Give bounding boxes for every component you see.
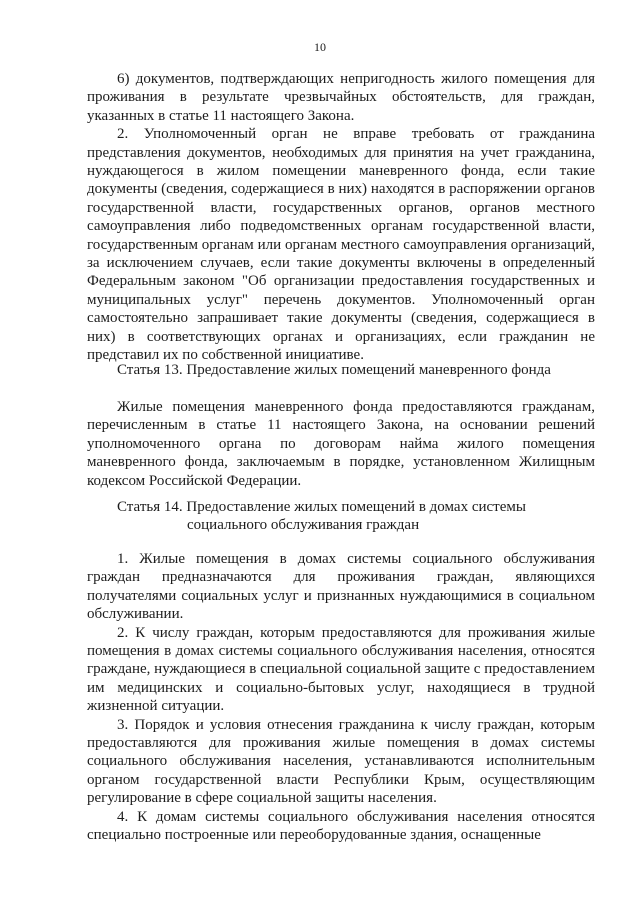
paragraph-12-2: 2. Уполномоченный орган не вправе требовать от гражданина представления документов, необходимых для принятия на учет гражданина, нуждающегося в жилом помещении маневренного фонда, если такие документы (сведения, содержащиеся в них) находятся в распоряжении органов государственной власти, государственных органов, органов местного самоуправления либо подведомственных органам государственной власти, государственным органам или органам местного самоуправления организаций, за исключением случаев, если такие документы включены в определенный Федеральным законом "Об организации предоставления государственных и муниципальных услуг" перечень документов. Уполномоченный орган самостоятельно запрашивает такие документы (сведения, содержащиеся в них) в соответствующих органах и организациях, если гражданин не представил их по собственной инициативе.: [87, 126, 595, 364]
list-item-6: 6) документов, подтверждающих непригодность жилого помещения для проживания в результате чрезвычайных обстоятельств, для граждан, указанных в статье 11 настоящего Закона.: [87, 71, 595, 124]
article-14-heading-line2: социального обслуживания граждан: [187, 517, 420, 534]
article-14-heading: [117, 498, 526, 535]
section-12-continuation: [87, 70, 595, 365]
paragraph-13: Жилые помещения маневренного фонда предоставляются гражданам, перечисленным в статье 11 настоящего Закона, на основании решений уполномоченного органа по договорам найма жилого помещения маневренного фонда, заключаемым в порядке, установленном Жилищным кодексом Российской Федерации.: [87, 399, 595, 489]
article-14-heading-line1: Статья 14. Предоставление жилых помещений в домах системы: [117, 499, 526, 515]
paragraph-14-3: 3. Порядок и условия отнесения гражданина к числу граждан, которым предоставляются для проживания жилые помещения в домах системы социального обслуживания населения, устанавливаются исполнительным органом государственной власти Республики Крым, осуществляющим регулирование в сфере социальной защиты населения.: [87, 716, 595, 807]
paragraph-14-1: 1. Жилые помещения в домах системы социального обслуживания граждан предназначаются для проживания граждан, являющихся получателями социальных услуг и признанных нуждающимися в социальном обслуживании.: [87, 551, 595, 623]
paragraph-14-4: 4. К домам системы социального обслуживания населения относятся специально построенные или переоборудованные здания, оснащенные: [87, 808, 595, 844]
article-14-body: [87, 550, 595, 845]
paragraph-14-2: 2. К числу граждан, которым предоставляются для проживания жилые помещения в домах системы социального обслуживания населения, относятся граждане, нуждающиеся в специальной социальной защите с предоставлением им медицинских и социально-бытовых услуг, находящиеся в трудной жизненной ситуации.: [87, 624, 595, 715]
article-13-body: [87, 398, 595, 490]
article-13-heading: Статья 13. Предоставление жилых помещений маневренного фонда: [117, 362, 551, 378]
page-number: 10: [314, 40, 326, 54]
